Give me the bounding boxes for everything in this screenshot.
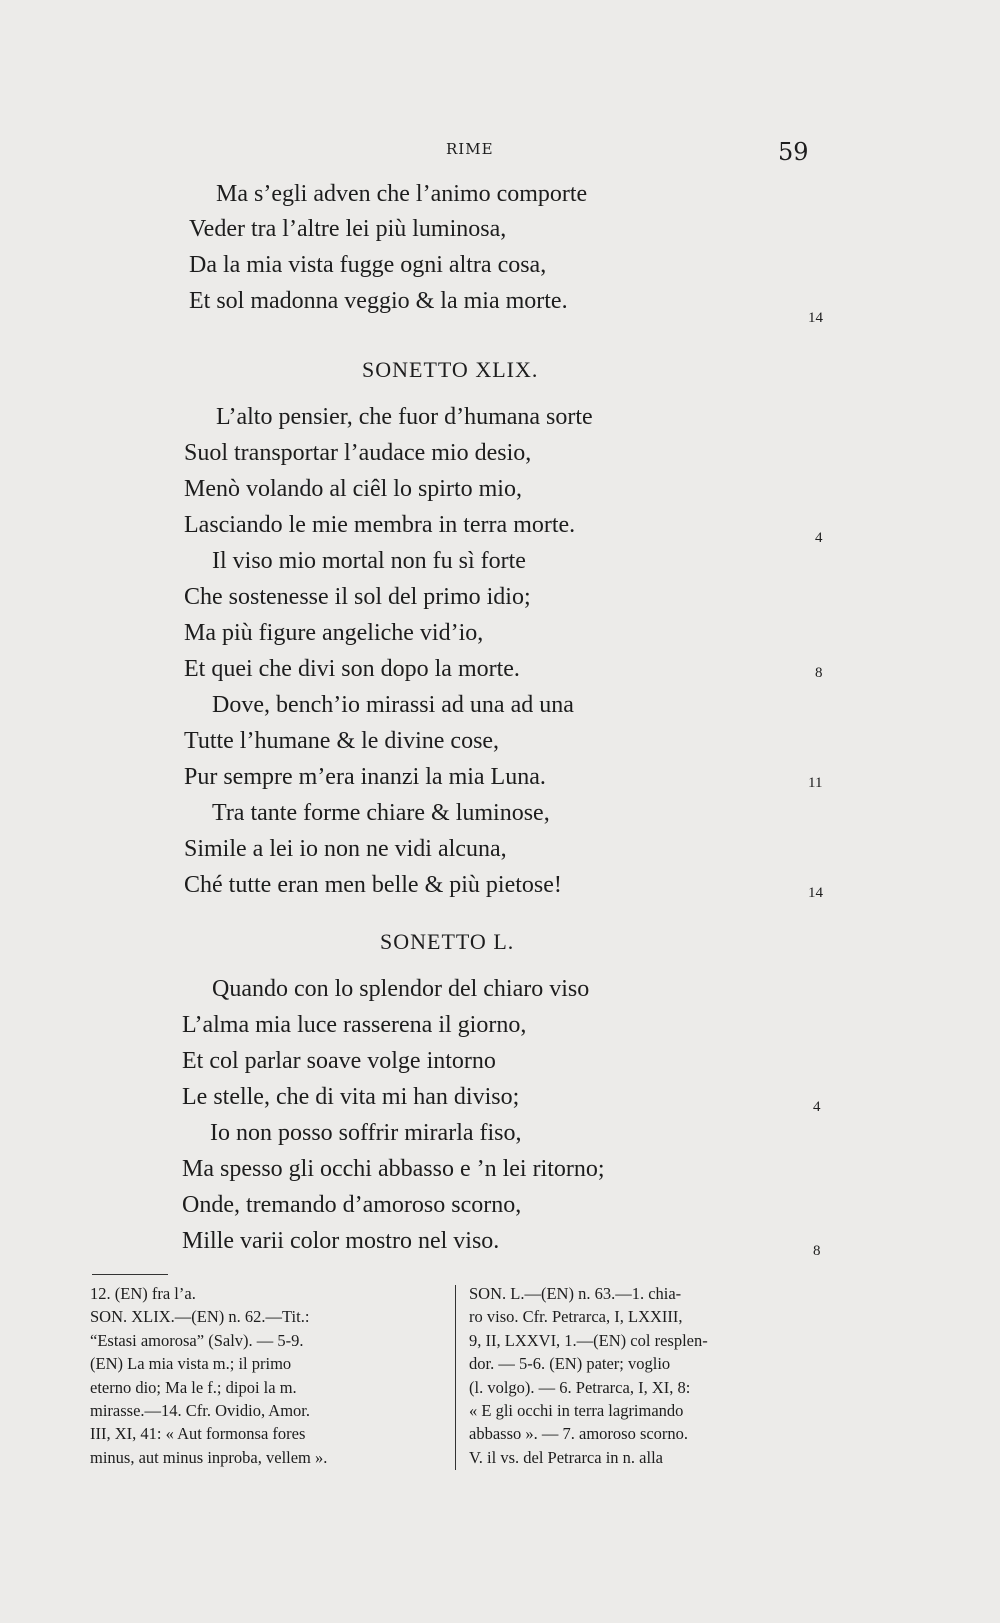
footnote-line: “Estasi amorosa” (Salv). — 5-9. (90, 1330, 304, 1350)
verse-line: Ma spesso gli occhi abbasso e ’n lei ritorno; (182, 1156, 605, 1182)
verse-line: Ché tutte eran men belle & più pietose! (184, 872, 562, 898)
verse-line: Et col parlar soave volge intorno (182, 1048, 496, 1074)
verse-line-number: 14 (808, 310, 823, 326)
verse-line: Le stelle, che di vita mi han diviso; (182, 1084, 520, 1110)
verse-line: Menò volando al ciêl lo spirto mio, (184, 476, 522, 502)
verse-line: Simile a lei io non ne vidi alcuna, (184, 836, 507, 862)
verse-line: Io non posso soffrir mirarla fiso, (210, 1120, 522, 1146)
footnote-line: (EN) La mia vista m.; il primo (90, 1354, 292, 1374)
footnote-line: 9, II, LXXVI, 1.—(EN) col resplen- (469, 1330, 708, 1350)
footnote-line: III, XI, 41: « Aut formonsa fores (90, 1424, 306, 1444)
verse-line: Lasciando le mie membra in terra morte. (184, 512, 576, 538)
verse-line: Che sostenesse il sol del primo idio; (184, 584, 531, 610)
sonnet-title: SONETTO L. (380, 929, 515, 954)
verse-line: Quando con lo splendor del chiaro viso (212, 976, 590, 1002)
footnote-line: eterno dio; Ma le f.; dipoi la m. (90, 1377, 297, 1397)
verse-line: Il viso mio mortal non fu sì forte (212, 548, 526, 574)
verse-line: Tutte l’humane & le divine cose, (184, 728, 500, 754)
verse-line: Et sol madonna veggio & la mia morte. (189, 288, 568, 314)
verse-line: Ma s’egli adven che l’animo comporte (216, 181, 588, 207)
verse-line-number: 4 (813, 1099, 821, 1115)
footnote-line: mirasse.—14. Cfr. Ovidio, Amor. (90, 1400, 310, 1420)
page-header (0, 138, 1000, 168)
footnote-line: (l. volgo). — 6. Petrarca, I, XI, 8: (469, 1377, 691, 1397)
verse-line: L’alma mia luce rasserena il giorno, (182, 1012, 527, 1038)
verse-line-number: 4 (815, 530, 823, 546)
sonnet-title: SONETTO XLIX. (362, 357, 539, 382)
footnote-column-divider (455, 1285, 456, 1470)
verse-line: Mille varii color mostro nel viso. (182, 1228, 500, 1254)
verse-line: Tra tante forme chiare & luminose, (212, 800, 550, 826)
verse-line-number: 8 (815, 665, 823, 681)
verse-line-number: 11 (808, 775, 823, 791)
verse-line: Da la mia vista fugge ogni altra cosa, (189, 252, 547, 278)
running-title: RIME (446, 140, 494, 158)
footnotes-right-column (469, 1282, 829, 1469)
verse-line: Onde, tremando d’amoroso scorno, (182, 1192, 522, 1218)
footnote-line: SON. L.—(EN) n. 63.—1. chia- (469, 1284, 682, 1303)
verse-line: Dove, bench’io mirassi ad una ad una (212, 692, 574, 718)
footnote-rule (92, 1274, 168, 1275)
footnote-line: dor. — 5-6. (EN) pater; voglio (469, 1354, 671, 1374)
verse-line-number: 14 (808, 885, 823, 901)
verse-line: Ma più figure angeliche vid’io, (184, 620, 484, 646)
footnote-line: minus, aut minus inproba, vellem ». (90, 1447, 328, 1467)
footnotes-left-column (90, 1282, 442, 1469)
verse-line: L’alto pensier, che fuor d’humana sorte (216, 404, 593, 430)
verse-line: Suol transportar l’audace mio desio, (184, 440, 532, 466)
footnote-line: 12. (EN) fra l’a. (90, 1284, 196, 1303)
footnote-line: abbasso ». — 7. amoroso scorno. (469, 1424, 689, 1444)
verse-line: Veder tra l’altre lei più luminosa, (189, 216, 507, 242)
footnote-line: V. il vs. del Petrarca in n. alla (469, 1447, 663, 1467)
page-number: 59 (778, 138, 809, 166)
verse-line: Pur sempre m’era inanzi la mia Luna. (184, 764, 546, 790)
footnote-line: « E gli occhi in terra lagrimando (469, 1400, 684, 1420)
verse-line-number: 8 (813, 1243, 821, 1259)
footnote-line: ro viso. Cfr. Petrarca, I, LXXIII, (469, 1307, 683, 1327)
verse-line: Et quei che divi son dopo la morte. (184, 656, 520, 682)
footnote-line: SON. XLIX.—(EN) n. 62.—Tit.: (90, 1307, 310, 1327)
